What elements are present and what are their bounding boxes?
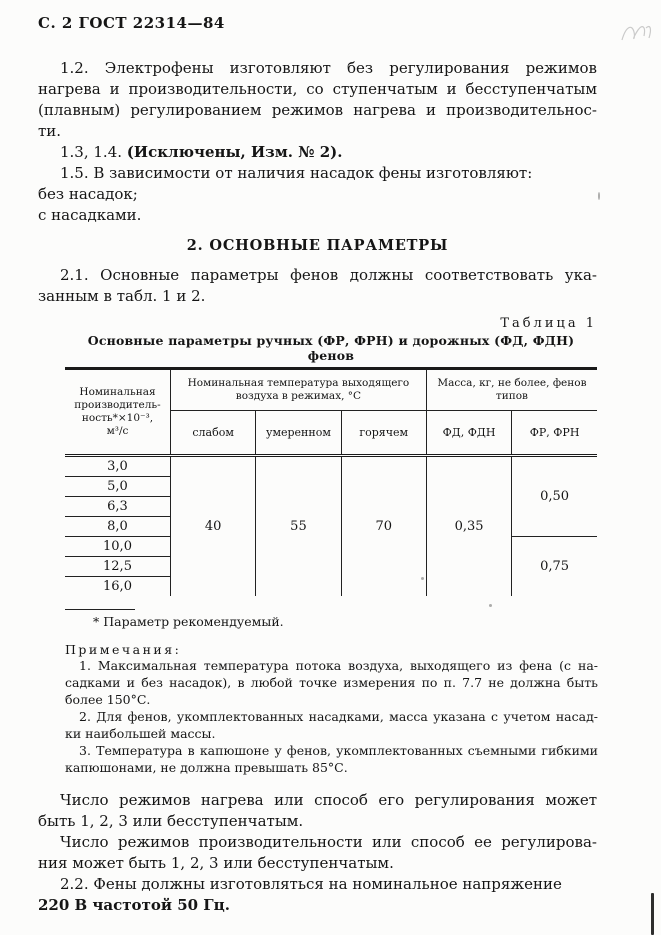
temp-hot-value: 70 [341,456,426,597]
paragraph-1-5: 1.5. В зависимости от наличия насадок фены изготовляют: [60,164,533,182]
notes-title: Примечания: [65,642,182,657]
paragraph-1-3-excluded-note: (Исключены, Изм. № 2). [126,143,343,161]
paragraph-2-1: 2.1. Основные параметры фенов должны соответствовать ука- занным в табл. 1 и 2. [38,266,597,305]
parameters-table [65,367,597,596]
paragraph-1-3-prefix: 1.3, 1.4. [60,143,127,161]
paragraph-2-2 [38,874,597,916]
note-3: 3. Температура в капюшоне у фенов, укомплектованных съемными гибкими капюшонами, не должна превышать 85°С. [65,743,598,775]
footnote-rule [65,609,135,610]
table-label: Таблица 1 [500,316,597,331]
notes-zone [65,609,598,776]
header-cell-temperature-group: Номинальная температура выходящего воздуха в режимах, °С [171,369,427,411]
note-1: 1. Максимальная температура потока воздуха, выходящего из фена (с на- садками и без насадок), в любой точке измерения по п. 7.7 не должна быть более 150°С. [65,658,598,707]
paragraph-2-2-line1: 2.2. Фены должны изготовляться на номинальное напряжение [60,875,562,893]
paragraph-1-2: 1.2. Электрофены изготовляют без регулирования режимов нагрева и производительности, со ступенчатым и бесступенчатым (плавным) регулированием режимов нагрева и производительнос- ти. [38,59,597,140]
table-caption: Основные параметры ручных (ФР, ФРН) и дорожных (ФД, ФДН) фенов [87,333,575,363]
list-item-with-nozzles: с насадками. [38,206,142,224]
footnote: * Параметр рекомендуемый. [93,614,284,629]
header-cell-type-fr-frn: ФР, ФРН [512,411,597,456]
header-cell-type-fd-fdn: ФД, ФДН [426,411,511,456]
paragraph-2-2-line2: 220 В частотой 50 Гц. [38,896,230,914]
list-item-without-nozzles: без насадок; [38,185,138,203]
mass-fd-value: 0,35 [426,456,511,597]
header-cell-mode-medium: умеренном [256,411,341,456]
capacity-value: 16,0 [65,577,171,597]
paragraph-performance-modes: Число режимов производительности или способ ее регулирова- ния может быть 1, 2, 3 или бесступенчатым. [38,833,597,872]
capacity-value: 6,3 [65,497,171,517]
capacity-value: 5,0 [65,477,171,497]
temp-medium-value: 55 [256,456,341,597]
mass-fr-top-value: 0,50 [512,456,597,537]
capacity-value: 8,0 [65,517,171,537]
mass-fr-bottom-value: 0,75 [512,537,597,597]
table-header-row-groups [65,369,597,411]
section-title: 2. ОСНОВНЫЕ ПАРАМЕТРЫ [186,237,449,254]
paragraph-heat-modes: Число режимов нагрева или способ его регулирования может быть 1, 2, 3 или бесступенчатым. [38,791,597,830]
header-cell-mass-group: Масса, кг, не более, фенов типов [426,369,597,411]
page-header: С. 2 ГОСТ 22314—84 [38,14,225,32]
scan-speck [598,192,600,200]
header-cell-mode-low: слабом [171,411,256,456]
table-row [65,456,597,477]
scan-edge-artifact [651,893,654,935]
table-zone [65,316,597,596]
temp-low-value: 40 [171,456,256,597]
capacity-value: 12,5 [65,557,171,577]
scan-speck [489,604,492,607]
paragraph-1-3-1-4 [38,142,597,163]
capacity-value: 10,0 [65,537,171,557]
header-cell-nominal-capacity: Номинальная производитель- ность*×10⁻³, м³/с [65,369,171,456]
pencil-mark [616,16,656,50]
header-cell-mode-hot: горячем [341,411,426,456]
scan-speck [421,577,424,580]
note-2: 2. Для фенов, укомплектованных насадками, масса указана с учетом насад- ки наибольшей массы. [65,709,598,741]
capacity-value: 3,0 [65,456,171,477]
